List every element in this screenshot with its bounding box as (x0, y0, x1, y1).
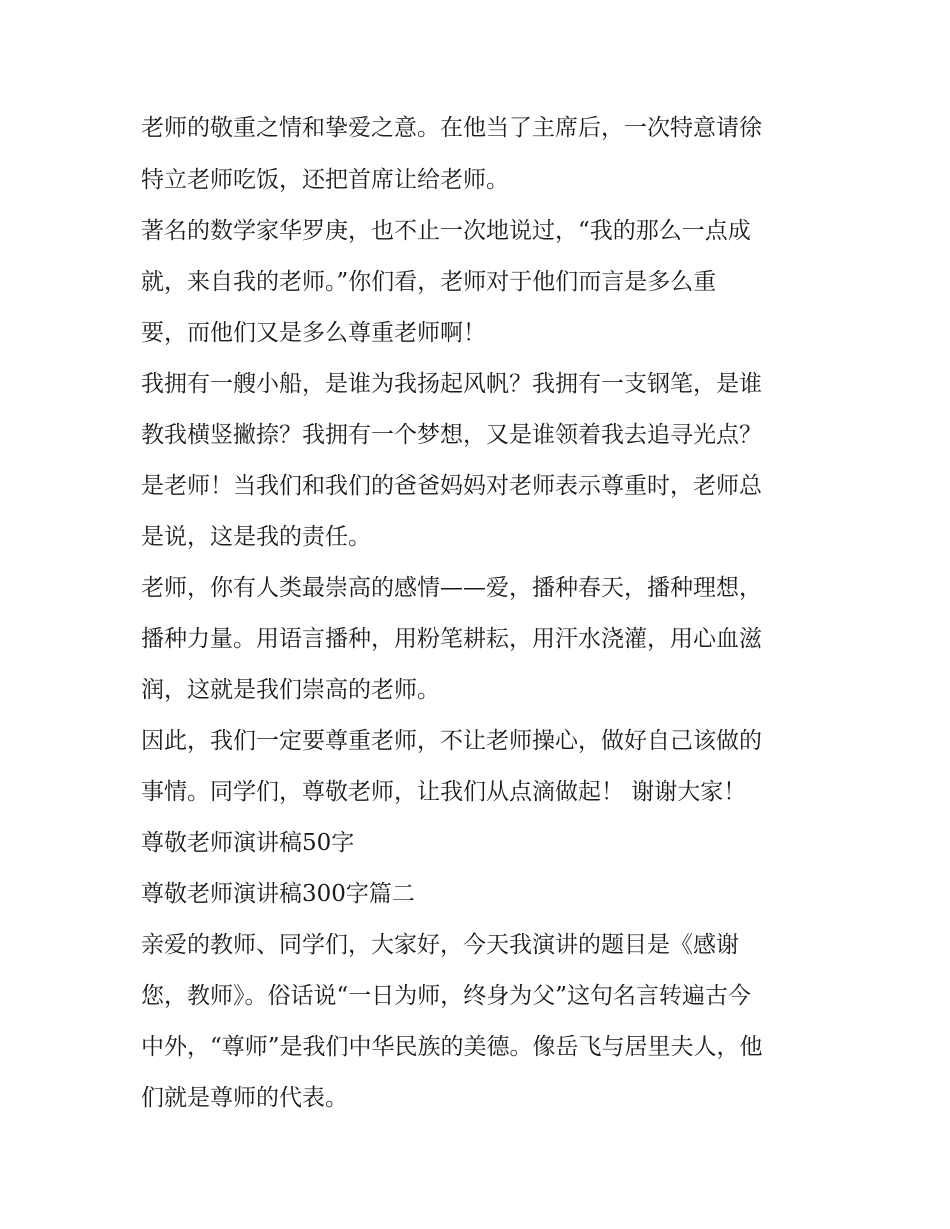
text-line: 要，而他们又是多么尊重老师啊！ (141, 320, 486, 346)
text-line: 事情。同学们，尊敬老师，让我们从点滴做起！ 谢谢大家！ (141, 779, 747, 805)
section-heading: 尊敬老师演讲稿50字 (141, 830, 355, 856)
text-line: 播种力量。用语言播种，用粉笔耕耘，用汗水浇灌，用心血滋 (141, 626, 762, 652)
text-line: 老师的敬重之情和挚爱之意。在他当了主席后，一次特意请徐 (141, 115, 762, 141)
text-line: 老师，你有人类最崇高的感情——爱，播种春天，播种理想， (141, 575, 762, 601)
text-line: 您，教师》。俗话说“一日为师，终身为父”这句名言转遍古今 (141, 983, 752, 1009)
text-line: 特立老师吃饭，还把首席让给老师。 (141, 167, 509, 193)
text-line: 因此，我们一定要尊重老师，不让老师操心，做好自己该做的 (141, 728, 762, 754)
section-heading: 尊敬老师演讲稿300字篇二 (141, 881, 415, 907)
text-line: 润，这就是我们崇高的老师。 (141, 677, 440, 703)
text-line: 教我横竖撇捺？我拥有一个梦想，又是谁领着我去追寻光点？ (141, 422, 762, 448)
text-line: 亲爱的教师、同学们，大家好，今天我演讲的题目是《感谢 (141, 932, 739, 958)
text-line: 我拥有一艘小船，是谁为我扬起风帆？我拥有一支钢笔，是谁 (141, 371, 762, 397)
text-line: 是说，这是我的责任。 (141, 524, 371, 550)
text-line: 们就是尊师的代表。 (141, 1085, 348, 1111)
text-line: 中外，“尊师”是我们中华民族的美德。像岳飞与居里夫人，他 (141, 1034, 763, 1060)
text-line: 就，来自我的老师。”你们看，老师对于他们而言是多么重 (141, 269, 717, 295)
text-line: 是老师！当我们和我们的爸爸妈妈对老师表示尊重时，老师总 (141, 473, 762, 499)
text-line: 著名的数学家华罗庚，也不止一次地说过，“我的那么一点成 (141, 218, 751, 244)
